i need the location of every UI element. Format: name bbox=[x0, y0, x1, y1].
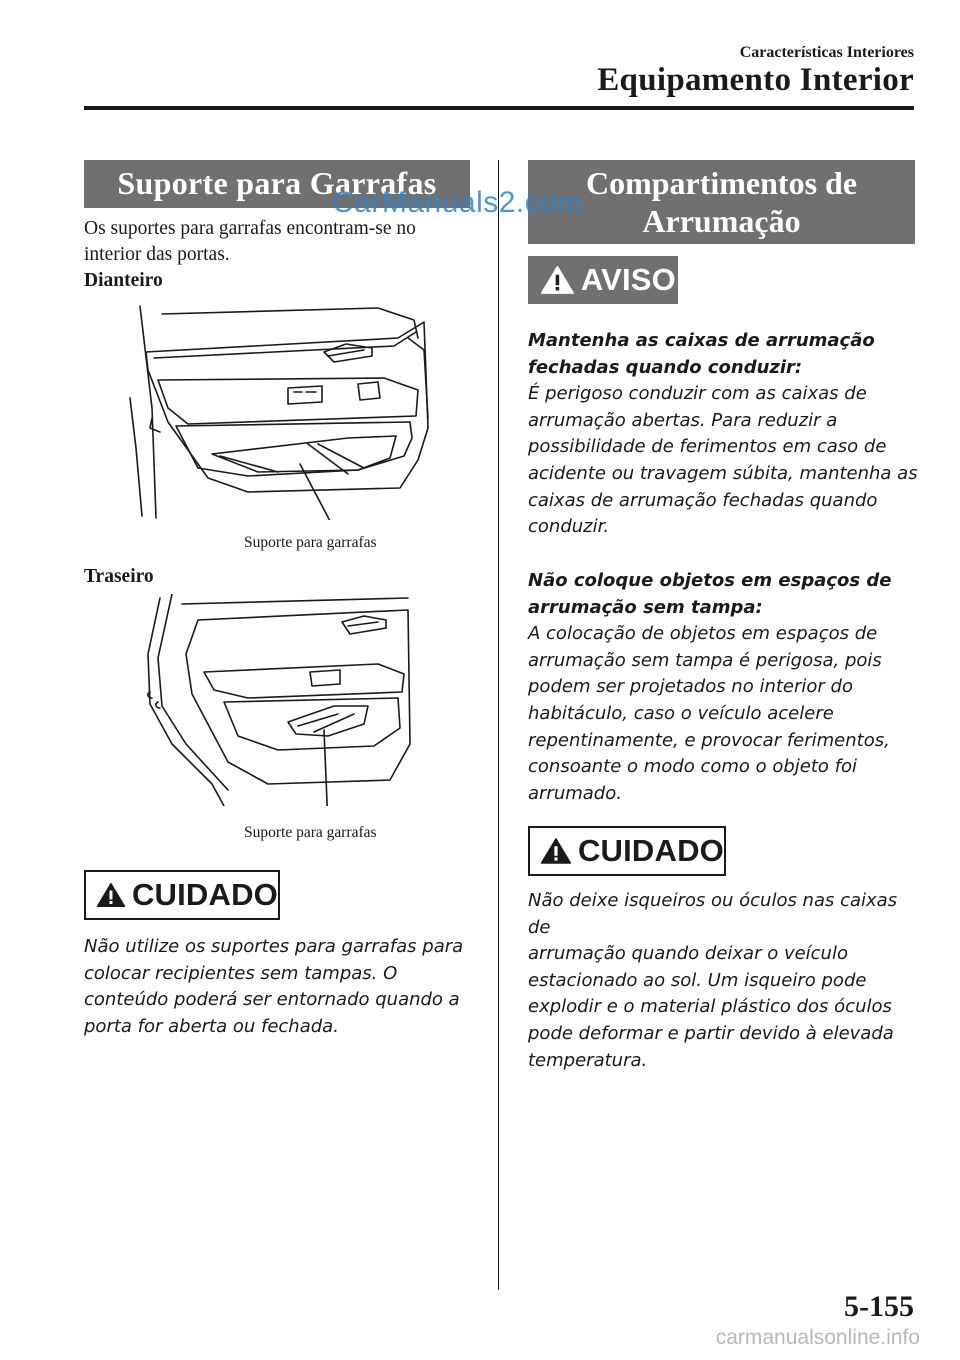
caution-label: CUIDADO bbox=[577, 833, 724, 868]
text-line: repentinamente, e provocar ferimentos, bbox=[528, 729, 890, 751]
text-line: arrumação sem tampa é perigosa, pois bbox=[528, 649, 882, 671]
text-line: caixas de arrumação fechadas quando bbox=[528, 489, 878, 511]
rear-door-illustration bbox=[128, 594, 440, 806]
text-line: estacionado ao sol. Um isqueiro pode bbox=[528, 969, 867, 991]
front-heading: Dianteiro bbox=[84, 270, 163, 291]
text-line: consoante o modo como o objeto foi bbox=[528, 756, 858, 778]
text-line: colocar recipientes sem tampas. O bbox=[84, 962, 398, 984]
caution-label: CUIDADO bbox=[131, 877, 278, 912]
text-line: conteúdo poderá ser entornado quando a bbox=[84, 989, 460, 1011]
text-line: arrumação quando deixar o veículo bbox=[528, 943, 848, 965]
bottle-holder-caution-text bbox=[84, 934, 484, 1040]
text-line: possibilidade de ferimentos em caso de bbox=[528, 436, 887, 458]
text-line: É perigoso conduzir com as caixas de bbox=[528, 383, 867, 405]
rear-heading: Traseiro bbox=[84, 566, 154, 587]
banner-line: Compartimentos de bbox=[585, 165, 858, 201]
bottle-holder-intro: Os suportes para garrafas encontram-se no interior das portas. bbox=[84, 218, 416, 265]
front-bottle-holder-caption: Suporte para garrafas bbox=[244, 534, 377, 551]
text-line: pode deformar e partir devido à elevada bbox=[528, 1022, 894, 1044]
front-door-illustration bbox=[128, 298, 440, 520]
warning-closed-compartments bbox=[528, 328, 920, 541]
rear-bottle-holder-caption: Suporte para garrafas bbox=[244, 824, 377, 841]
bottle-holder-banner: Suporte para Garrafas bbox=[84, 160, 470, 208]
text-line: A colocação de objetos em espaços de bbox=[528, 623, 878, 645]
site-link[interactable]: carmanualsonline.info bbox=[715, 1326, 920, 1349]
column-divider bbox=[498, 160, 499, 1290]
storage-caution-text bbox=[528, 888, 920, 1074]
chapter-title: Características Interiores bbox=[739, 44, 914, 61]
text-line: Não utilize os suportes para garrafas para bbox=[84, 936, 464, 957]
warning-triangle-icon bbox=[540, 834, 572, 868]
text-line: Mantenha as caixas de arrumação bbox=[528, 330, 875, 351]
watermark: CarManuals2.com bbox=[332, 186, 583, 219]
text-line: arrumação abertas. Para reduzir a bbox=[528, 409, 838, 431]
text-line: arrumação sem tampa: bbox=[528, 596, 763, 618]
text-line: explodir e o material plástico dos óculos bbox=[528, 996, 892, 1018]
warning-triangle-icon bbox=[96, 878, 126, 912]
text-line: acidente ou travagem súbita, mantenha as bbox=[528, 462, 918, 484]
warning-label-box bbox=[528, 256, 678, 304]
caution-label-box bbox=[84, 870, 280, 920]
header-rule bbox=[84, 106, 914, 110]
text-line: temperatura. bbox=[528, 1049, 648, 1071]
text-line: fechadas quando conduzir: bbox=[528, 356, 803, 378]
warning-triangle-icon bbox=[540, 263, 575, 297]
text-line: podem ser projetados no interior do bbox=[528, 676, 853, 698]
banner-line: Arrumação bbox=[642, 203, 801, 239]
caution-label-box bbox=[528, 826, 726, 876]
text-line: conduzir. bbox=[528, 516, 610, 538]
storage-compartments-banner bbox=[528, 160, 915, 244]
warning-open-spaces bbox=[528, 568, 920, 807]
text-line: porta for aberta ou fechada. bbox=[84, 1015, 339, 1037]
text-line: Não coloque objetos em espaços de bbox=[528, 570, 892, 591]
section-title: Equipamento Interior bbox=[597, 62, 914, 98]
text-line: Não deixe isqueiros ou óculos nas caixas de bbox=[528, 890, 898, 938]
text-line: habitáculo, caso o veículo acelere bbox=[528, 702, 834, 724]
page-number: 5-155 bbox=[844, 1290, 914, 1323]
text-line: arrumado. bbox=[528, 782, 622, 804]
warning-label: AVISO bbox=[580, 262, 676, 297]
